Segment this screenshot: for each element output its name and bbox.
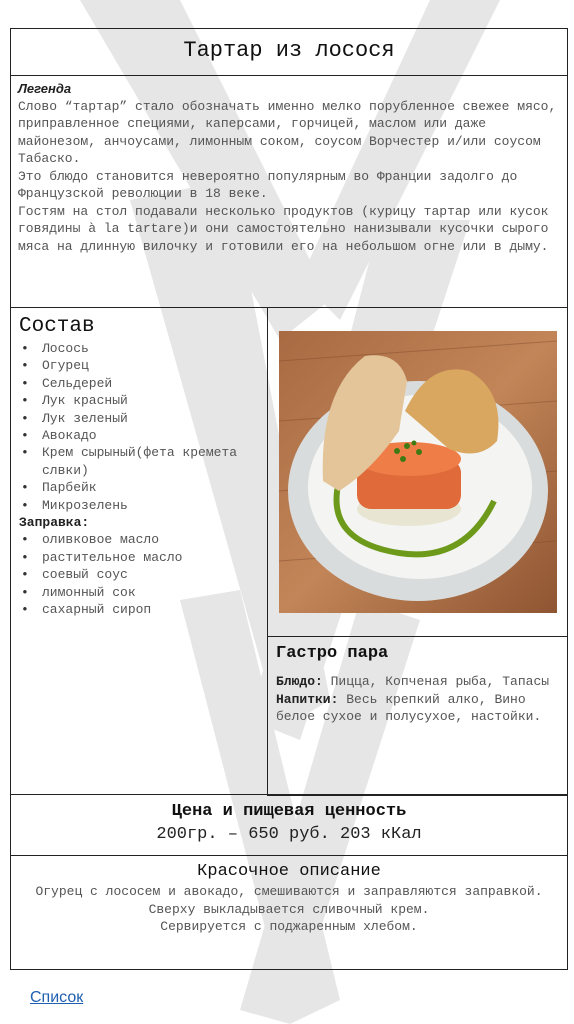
drinks-text: Весь крепкий алко, Вино белое сухое и полусухое, настойки. bbox=[276, 691, 542, 724]
legend-heading: Легенда bbox=[18, 81, 72, 96]
list-item: • Огурец bbox=[19, 357, 259, 374]
drinks-label: Напитки: bbox=[276, 691, 339, 707]
price-section bbox=[10, 794, 568, 856]
dishes-label: Блюдо: bbox=[276, 674, 323, 689]
legend-text: Слово “тартар” стало обозначать именно мелко порубленное свежее мясо, приправленное специями, каперсами, горчицей, маслом или даже майонезом, анчоусами, лимонным соком, соусом Ворчестер и/или соусом Табаско. Это блюдо становится невероятно популярным во Франции задолго до Французской революции в 18 веке. Гостям на стол подавали несколько продуктов (курицу тартар или кусок говядины à la tartare)и они самостоятельно нанизывали кусочки сырого мяса на длинную вилочку и готовили его на небольшом огне или в дыму. bbox=[18, 98, 557, 254]
gastro-heading: Гастро пара bbox=[276, 644, 389, 663]
gastro-pair-section bbox=[267, 636, 568, 796]
description-section bbox=[10, 855, 568, 970]
dressing-list bbox=[19, 531, 259, 618]
legend-section bbox=[10, 75, 568, 308]
list-item: • лимонный сок bbox=[19, 584, 259, 601]
list-link[interactable]: Список bbox=[30, 989, 84, 1006]
list-item: • Лук зеленый bbox=[19, 410, 259, 427]
description-heading: Красочное описание bbox=[197, 862, 381, 881]
list-item: • Парбейк bbox=[19, 479, 259, 496]
dish-photo bbox=[279, 331, 557, 613]
list-item: • Авокадо bbox=[19, 427, 259, 444]
price-heading: Цена и пищевая ценность bbox=[171, 802, 407, 821]
composition-heading: Состав bbox=[19, 315, 95, 338]
list-item: • оливковое масло bbox=[19, 531, 259, 548]
ingredient-list bbox=[19, 340, 259, 514]
list-item: • соевый соус bbox=[19, 566, 259, 583]
price-value: 200гр. – 650 руб. 203 кКал bbox=[156, 825, 422, 844]
description-line: Сверху выкладывается сливочный крем. bbox=[148, 901, 430, 917]
list-item: • Лосось bbox=[19, 340, 259, 357]
list-item: • Лук красный bbox=[19, 392, 259, 409]
list-item: • Крем сырыный(фета кремета слвки) bbox=[19, 444, 259, 479]
list-item: • Микрозелень bbox=[19, 497, 259, 514]
photo-cell bbox=[267, 307, 568, 637]
list-item: • растительное масло bbox=[19, 549, 259, 566]
composition-section bbox=[10, 307, 268, 795]
dressing-heading: Заправка: bbox=[19, 515, 90, 531]
description-line: Сервируется с поджаренным хлебом. bbox=[160, 919, 418, 934]
page-title: Тартар из лосося bbox=[10, 28, 568, 76]
list-item: • Сельдерей bbox=[19, 375, 259, 392]
description-line: Огурец с лососем и авокадо, смешиваются и заправляются заправкой. bbox=[35, 884, 543, 899]
dishes-text: Пицца, Копченая рыба, Тапасы bbox=[330, 674, 550, 689]
list-item: • сахарный сироп bbox=[19, 601, 259, 618]
